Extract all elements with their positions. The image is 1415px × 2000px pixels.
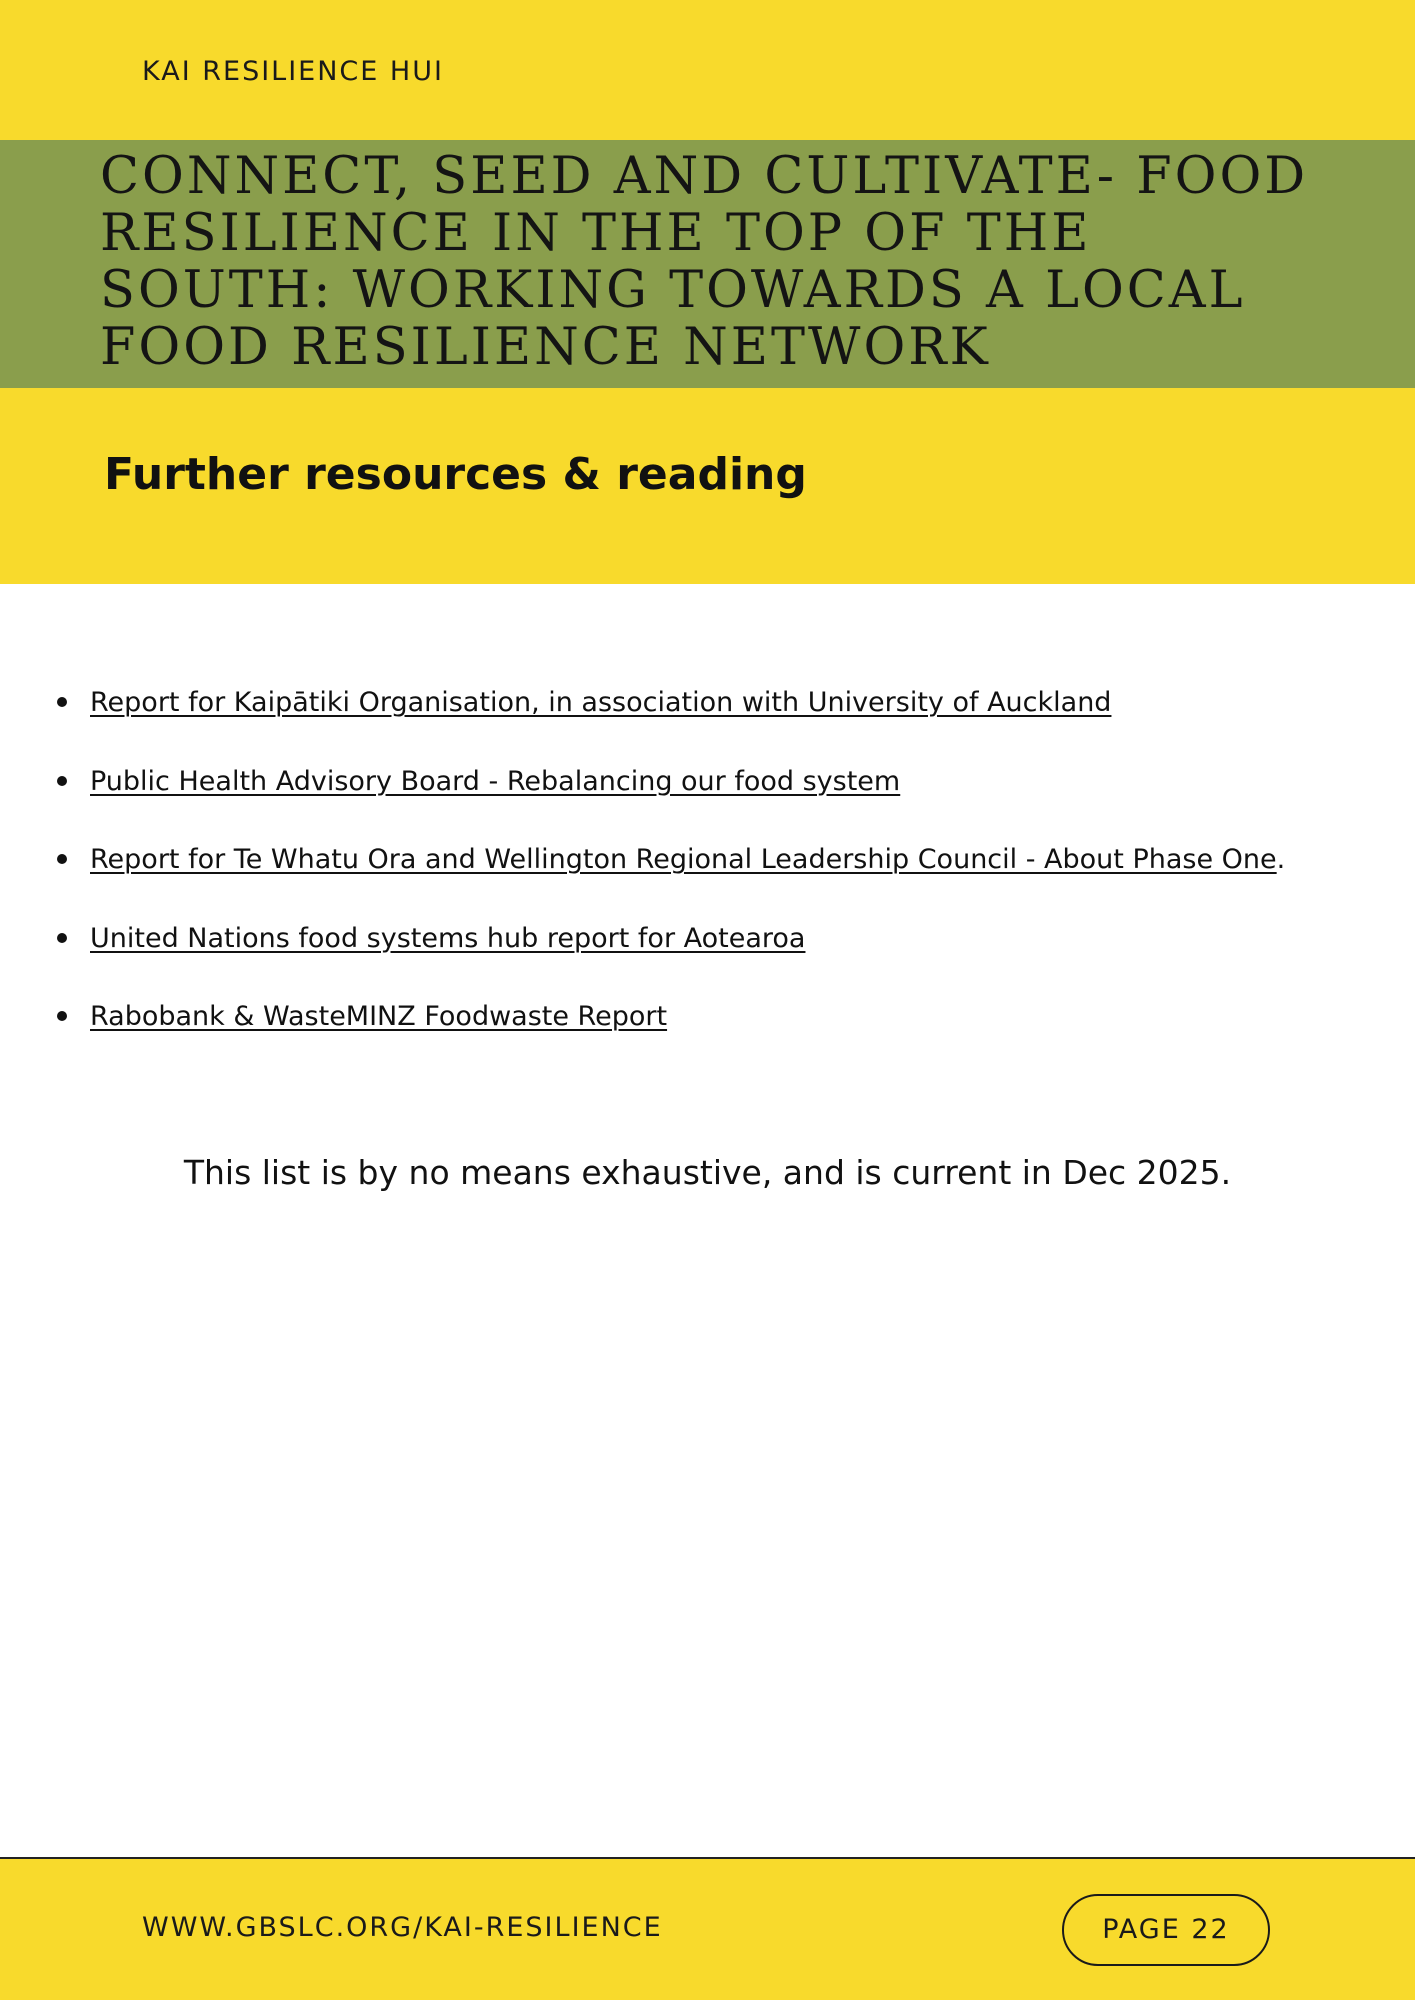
resource-link-te-whatu-ora-report[interactable] xyxy=(90,835,1285,885)
disclaimer-text: This list is by no means exhaustive, and is current in Dec 2025. xyxy=(183,1153,1232,1192)
bullet-icon xyxy=(57,854,67,864)
resource-list-item xyxy=(0,835,1415,914)
page-number-badge: PAGE 22 xyxy=(1062,1894,1270,1966)
resource-link-label: United Nations food systems hub report for Aotearoa xyxy=(90,922,806,954)
resource-link-label: Report for Kaipātiki Organisation, in association with University of Auckland xyxy=(90,687,1112,718)
resource-link-label: Public Health Advisory Board - Rebalancing our food system xyxy=(90,765,901,797)
bullet-icon xyxy=(57,933,67,943)
resource-trail: . xyxy=(1276,844,1286,875)
bullet-icon xyxy=(57,776,67,786)
resource-link-kaipatiki-report[interactable] xyxy=(90,678,1111,728)
bullet-icon xyxy=(57,697,67,707)
resource-list-item xyxy=(0,757,1415,836)
section-heading: Further resources & reading xyxy=(104,449,807,500)
event-label: KAI RESILIENCE HUI xyxy=(142,56,444,87)
resource-link-rabobank-wasteminz[interactable] xyxy=(90,992,667,1042)
page-title: CONNECT, SEED AND CULTIVATE- FOOD RESILIENCE IN THE TOP OF THE SOUTH: WORKING TOWARDS A LOCAL FOOD RESILIENCE NETWORK xyxy=(100,147,1309,377)
resource-link-label: Report for Te Whatu Ora and Wellington Regional Leadership Council - About Phase One xyxy=(90,844,1277,875)
resource-list-item xyxy=(0,992,1415,1071)
resource-link-public-health-advisory-board[interactable] xyxy=(90,757,900,807)
resource-link-un-food-systems-hub[interactable] xyxy=(90,914,805,964)
resource-list-item xyxy=(0,678,1415,757)
bullet-icon xyxy=(57,1011,67,1021)
resource-list xyxy=(0,678,1415,1071)
resource-link-label: Rabobank & WasteMINZ Foodwaste Report xyxy=(90,1001,668,1032)
resource-list-item xyxy=(0,914,1415,993)
footer-website-url[interactable]: WWW.GBSLC.ORG/KAI-RESILIENCE xyxy=(142,1912,663,1943)
